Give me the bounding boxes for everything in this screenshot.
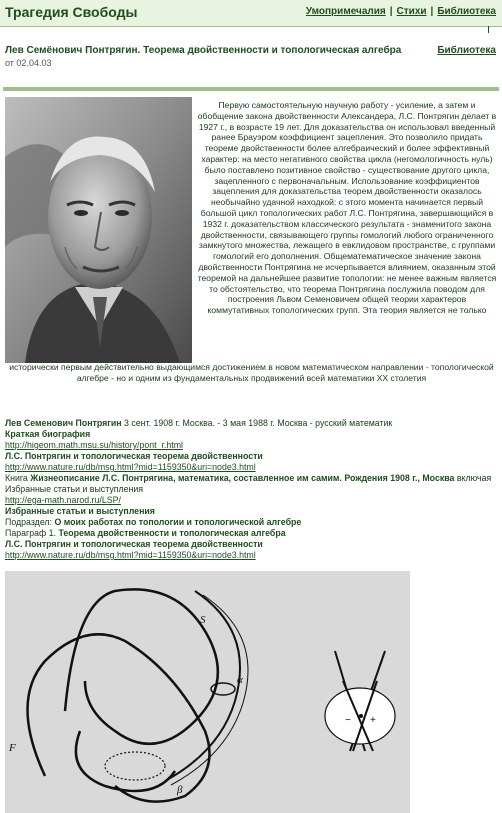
bio-name: Лев Семенович Понтрягин: [5, 418, 122, 428]
label-alpha: α: [237, 674, 243, 686]
label-beta: β: [177, 784, 183, 796]
paragraph-title: Теорема двойственности и топологическая алгебра: [58, 528, 286, 538]
minus-sign: −: [345, 715, 351, 726]
portrait-image: [5, 97, 192, 363]
subsection-title: О моих работах по топологии и топологической алгебре: [54, 517, 302, 527]
subsection-prefix: Подраздел:: [5, 517, 55, 527]
book-title: Жизнеописание Л.С. Понтрягина, математика, составленное им самим. Рождения 1908 г., Москва: [30, 473, 455, 483]
label-f: F: [9, 742, 16, 754]
heading-duality-2: Л.С. Понтрягин и топологическая теорема двойственности: [5, 539, 263, 549]
nav-link-notes[interactable]: Умопримечалия: [305, 6, 386, 17]
short-bio-heading: Краткая биография: [5, 429, 91, 439]
knot-diagram: [5, 571, 410, 813]
bio-dates: 3 сент. 1908 г. Москва. - 3 мая 1988 г. Москва - русский математик: [121, 418, 393, 428]
article-header: [5, 45, 425, 68]
article-date: от 02.04.03: [5, 58, 52, 68]
book-prefix: Книга: [5, 473, 31, 483]
bio-line-name: [5, 418, 499, 429]
bio-section: [5, 418, 499, 561]
nav-link-poems[interactable]: Стихи: [396, 6, 427, 17]
selected-works-heading: Избранные статьи и выступления: [5, 506, 155, 516]
paragraph-line: [5, 528, 499, 539]
heading-duality-1: Л.С. Понтрягин и топологическая теорема двойственности: [5, 451, 263, 461]
plus-sign: +: [370, 715, 376, 726]
subsection-line: [5, 517, 499, 528]
link-url-4[interactable]: http://www.nature.ru/db/msg.html?mid=1159350&uri=node3.html: [5, 550, 256, 560]
paragraph-prefix: Параграф 1.: [5, 528, 59, 538]
intro-text: Первую самостоятельную научную работу - усиление, а затем и обобщение закона двойственности Александера, Л.С. Понтрягин делает в 1927 г., в возрасте 19 лет. Для доказательства он использовал введенный ранее Брауэром коэффициент зацепления. Это позволило придать теореме двойственности более алгебраический и более эффективный характер: на место негативного свойства цикла (негомологичность нуль) было поставлено позитивное свойство - существование другого цикла, зацепленного с первоначальным. Использование коэффициентов зацепления для доказательства теорем двойственности оказалось необычайно удачной находкой: с этого момента начинается первый большой цикл топологических работ Л.С. Понтрягина, завершающийся в 1932 г. доказательством классического результата - знаменитого закона двойственности, связывающего группы гомологий любого ограниченного замкнутого множества, лежащего в евклидовом пространстве, с группами гомологий его дополнения. Общематематическое значение закона двойственности Понтрягина не исчерпывается влиянием, оказанным этой теоремой на дальнейшее развитие топологии: не менее важным является то обстоятельство, что теорема Понтрягина послужила поводом для построения Львом Семеновичем общей теории характеров коммутативных топологических групп. Эта теория является не только: [197, 100, 497, 316]
book-line: [5, 473, 499, 495]
nav-tick: [488, 26, 489, 33]
divider: [3, 87, 499, 91]
site-title[interactable]: Трагедия Свободы: [5, 4, 138, 20]
top-nav: Умопримечалия | Стихи | Библиотека: [305, 6, 496, 17]
book-suffix: включая Избранные статьи и выступления: [5, 473, 492, 494]
label-s: S: [200, 614, 206, 626]
library-link[interactable]: Библиотека: [437, 45, 496, 56]
intro-text-tail: исторически первым действительно выдающимся достижением в новом математическом направлении - топологической алгебре - но и одним из фундаментальных продвижений всей математики XX столетия: [9, 362, 494, 383]
top-bar: [0, 0, 502, 27]
link-url-1[interactable]: http://higeom.math.msu.su/history/pont_r.html: [5, 440, 183, 450]
nav-link-library[interactable]: Библиотека: [437, 6, 496, 17]
link-url-2[interactable]: http://www.nature.ru/db/msg.html?mid=1159350&uri=node3.html: [5, 462, 256, 472]
link-url-3[interactable]: http://ega-math.narod.ru/LSP/: [5, 495, 121, 505]
article-title: Лев Семёнович Понтрягин. Теорема двойственности и топологическая алгебра: [5, 45, 402, 56]
